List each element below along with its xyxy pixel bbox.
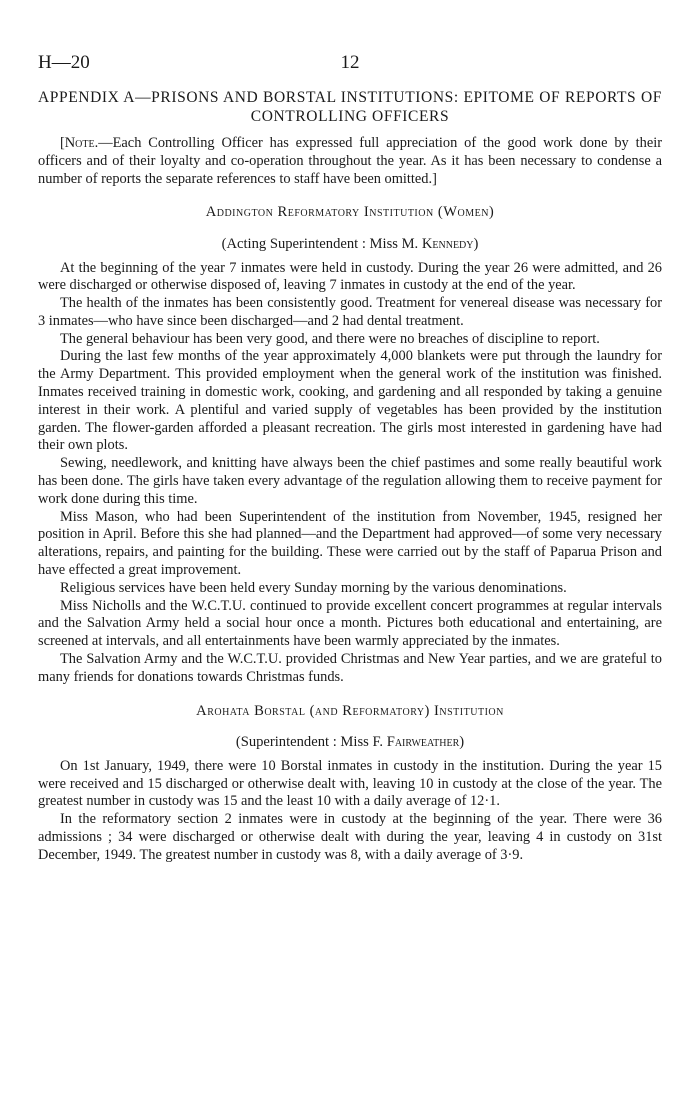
editorial-note	[38, 135, 662, 188]
paragraph: During the last few months of the year approximately 4,000 blankets were put through the laundry for the Army Department. This provided employment when the general work of the institution was finished. Inmates received training in domestic work, cooking, and gardening and all responded by taking a genuine interest in their work. A plentiful and varied supply of vegetables has been provided by the institution garden. The flower-garden afforded a pleasant recreation. The girls most interested in gardening have had their own plots.	[38, 348, 662, 454]
paragraph: The Salvation Army and the W.C.T.U. provided Christmas and New Year parties, and we are grateful to many friends for donations towards Christmas funds.	[38, 651, 662, 685]
note-lead: [Note.	[60, 135, 99, 151]
appendix-title: APPENDIX A—PRISONS AND BORSTAL INSTITUTIONS: EPITOME OF REPORTS OF CONTROLLING OFFICERS	[38, 89, 662, 125]
officer-title: (Superintendent : Miss F.	[235, 733, 387, 750]
page-number: 12	[340, 52, 360, 73]
paragraph: At the beginning of the year 7 inmates were held in custody. During the year 26 were admitted, and 26 were discharged or otherwise disposed of, leaving 7 inmates in custody at the end of the year.	[38, 259, 662, 294]
paragraph: The health of the inmates has been consistently good. Treatment for venereal disease was necessary for 3 inmates—who have since been discharged—and 2 had dental treatment.	[38, 295, 662, 329]
section-arohata	[38, 702, 662, 865]
section-heading: Arohata Borstal (and Reformatory) Institution	[196, 702, 504, 719]
officer-title: (Acting Superintendent : Miss M.	[221, 235, 422, 252]
section-addington	[38, 203, 662, 686]
section-heading: Addington Reformatory Institution (Women)	[205, 204, 495, 221]
paragraph: On 1st January, 1949, there were 10 Borstal inmates in custody in the institution. During the year 15 were received and 15 discharged or otherwise dealt with, leaving 10 in custody at the close of the year. The greatest number in custody was 15 and the least 10 with a daily average of 12·1.	[38, 757, 662, 810]
officer-surname: Kennedy	[421, 235, 474, 252]
paragraph: In the reformatory section 2 inmates were in custody at the beginning of the year. There were 36 admissions ; 34 were discharged or otherwise dealt with during the year, leaving 4 in custody on 31st December, 1949. The greatest number in custody was 8, with a daily average of 3·9.	[38, 811, 662, 863]
controlling-officer	[38, 733, 662, 752]
paragraph: Miss Mason, who had been Superintendent of the institution from November, 1945, resigned her position in April. Before this she had planned—and the Department had approved—of some very necessary alterations, repairs, and painting for the building. These were carried out by the staff of Paparua Prison and have effected a great improvement.	[38, 508, 662, 579]
officer-close: )	[459, 733, 465, 750]
document-reference: H—20	[38, 52, 90, 73]
controlling-officer	[38, 235, 662, 254]
officer-surname: Fairweather	[386, 733, 460, 750]
paragraph: The general behaviour has been very good, and there were no breaches of discipline to report.	[60, 330, 600, 347]
paragraph: Sewing, needlework, and knitting have always been the chief pastimes and some really beautiful work has been done. The girls have taken every advantage of the regulation allowing them to receive payment for work done during this time.	[38, 455, 662, 507]
paragraph: Miss Nicholls and the W.C.T.U. continued to provide excellent concert programmes at regular intervals and the Salvation Army held a social hour once a month. Pictures both educational and entertaining, are screened at intervals, and all entertainments have been warmly appreciated by the inmates.	[38, 597, 662, 650]
paragraph: Religious services have been held every Sunday morning by the various denominations.	[60, 579, 567, 596]
officer-close: )	[473, 235, 479, 252]
note-text: —Each Controlling Officer has expressed full appreciation of the good work done by their officers and of their loyalty and co-operation throughout the year. As it has been necessary to condense a number of reports the separate references to staff have been omitted.]	[38, 135, 662, 187]
running-header	[38, 50, 662, 76]
